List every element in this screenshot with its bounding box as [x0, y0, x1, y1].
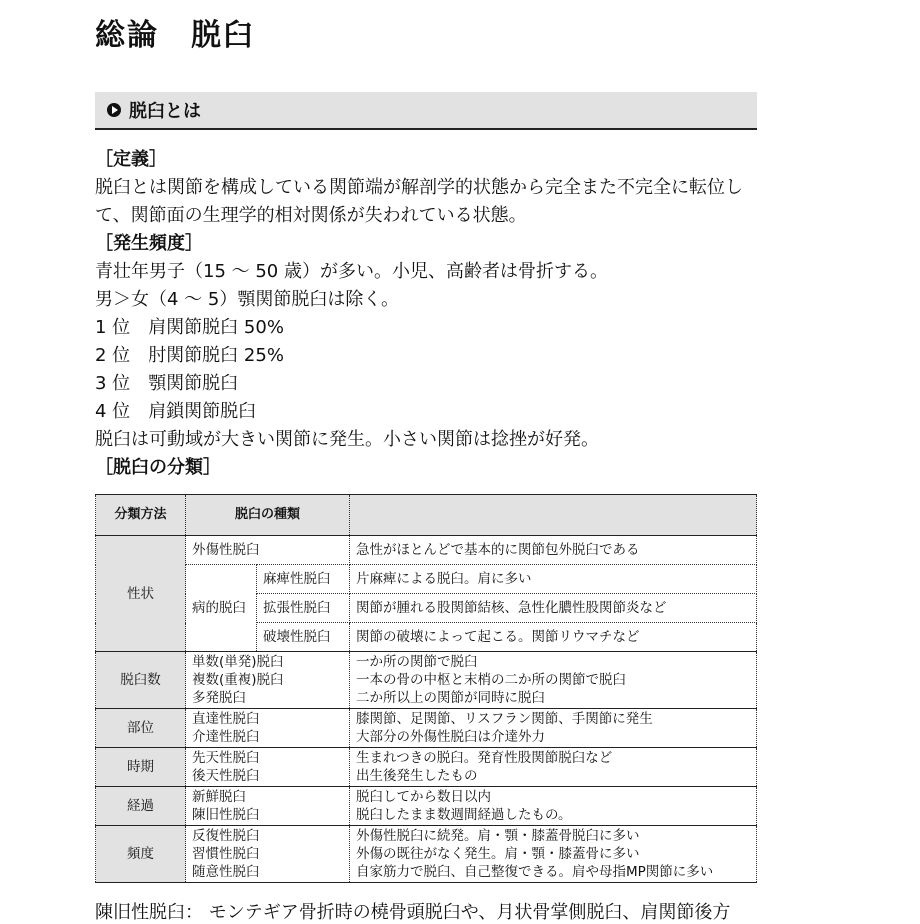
rank-item-3 [95, 370, 765, 398]
rank-name: 肘関節脱臼 25% [148, 345, 284, 366]
type-line: 反復性脱臼 [192, 828, 260, 844]
section-title: 脱臼とは [129, 101, 201, 122]
type-line: 先天性脱臼 [192, 750, 260, 766]
rank-number: 3 位 [95, 373, 131, 394]
table-row [96, 748, 757, 787]
rank-name: 顎関節脱臼 [148, 373, 239, 394]
type-line: 後天性脱臼 [192, 768, 260, 784]
rank-name: 肩鎖関節脱臼 [148, 401, 257, 422]
definition-heading: ［定義］ [95, 149, 167, 170]
description-cell [350, 826, 757, 883]
description-cell [350, 748, 757, 787]
table-row [96, 536, 757, 565]
header-description [350, 495, 757, 536]
description-line: 外傷の既往がなく発生。肩・顎・膝蓋骨に多い [356, 846, 640, 862]
body-text [95, 146, 765, 482]
table-row [96, 826, 757, 883]
description-cell [350, 787, 757, 826]
method-cell: 脱臼数 [96, 652, 186, 709]
description-line: 膝関節、足関節、リスフラン関節、手関節に発生 [356, 711, 653, 727]
section-header [95, 92, 757, 130]
type-cell [186, 826, 350, 883]
method-cell: 部位 [96, 709, 186, 748]
description-line: 二か所以上の関節が同時に脱臼 [356, 690, 545, 706]
classification-heading: ［脱臼の分類］ [95, 457, 221, 478]
frequency-note: 脱臼は可動域が大きい関節に発生。小さい関節は捻挫が好発。 [95, 429, 599, 450]
table-row [96, 787, 757, 826]
subtype-cell: 麻痺性脱臼 [257, 565, 350, 594]
definition-line-1: 脱臼とは関節を構成している関節端が解剖学的状態から完全また不完全に転位し [95, 177, 743, 198]
type-line: 陳旧性脱臼 [192, 807, 260, 823]
description-cell: 片麻痺による脱臼。肩に多い [350, 565, 757, 594]
frequency-heading: ［発生頻度］ [95, 233, 203, 254]
description-line: 出生後発生したもの [356, 768, 478, 784]
description-cell: 関節が腫れる股関節結核、急性化膿性股関節炎など [350, 594, 757, 623]
rank-item-2 [95, 342, 765, 370]
description-line: 大部分の外傷性脱臼は介達外力 [356, 729, 545, 745]
type-cell [186, 652, 350, 709]
type-cell: 病的脱臼 [186, 565, 257, 652]
rank-number: 4 位 [95, 401, 131, 422]
type-cell [186, 709, 350, 748]
rank-name: 肩関節脱臼 50% [148, 317, 284, 338]
header-method: 分類方法 [96, 495, 186, 536]
rank-item-1 [95, 314, 765, 342]
description-line: 一本の骨の中枢と末梢の二か所の関節で脱臼 [356, 672, 626, 688]
description-cell: 関節の破壊によって起こる。関節リウマチなど [350, 623, 757, 652]
description-line: 生まれつきの脱臼。発育性股関節脱臼など [356, 750, 613, 766]
page-title: 総論 脱臼 [95, 18, 255, 53]
type-line: 単数(単発)脱臼 [192, 654, 284, 670]
description-line: 脱臼したまま数週間経過したもの。 [356, 807, 572, 823]
method-cell: 頻度 [96, 826, 186, 883]
table-header-row [96, 495, 757, 536]
method-cell: 時期 [96, 748, 186, 787]
subtype-cell: 拡張性脱臼 [257, 594, 350, 623]
description-line: 脱臼してから数日以内 [356, 789, 491, 805]
description-cell: 急性がほとんどで基本的に関節包外脱臼である [350, 536, 757, 565]
type-line: 多発脱臼 [192, 690, 246, 706]
definition-line-2: て、関節面の生理学的相対関係が失われている状態。 [95, 205, 527, 226]
rank-item-4 [95, 398, 765, 426]
type-line: 習慣性脱臼 [192, 846, 260, 862]
frequency-line-1: 青壮年男子（15 ～ 50 歳）が多い。小児、高齢者は骨折する。 [95, 261, 608, 282]
description-line: 一か所の関節で脱臼 [356, 654, 478, 670]
description-cell [350, 652, 757, 709]
table-row [96, 652, 757, 709]
type-cell: 外傷性脱臼 [186, 536, 350, 565]
description-line: 外傷性脱臼に続発。肩・顎・膝蓋骨脱臼に多い [356, 828, 640, 844]
subtype-cell: 破壊性脱臼 [257, 623, 350, 652]
bottom-text-line: 陳旧性脱臼： モンテギア骨折時の橈骨頭脱臼や、月状骨掌側脱臼、肩関節後方 [95, 902, 731, 923]
type-cell [186, 748, 350, 787]
type-line: 介達性脱臼 [192, 729, 260, 745]
rank-number: 2 位 [95, 345, 131, 366]
type-line: 複数(重複)脱臼 [192, 672, 284, 688]
classification-table [95, 494, 757, 883]
type-line: 新鮮脱臼 [192, 789, 246, 805]
type-line: 直達性脱臼 [192, 711, 260, 727]
play-circle-icon [107, 103, 121, 117]
table-row [96, 709, 757, 748]
table-row [96, 565, 757, 594]
description-line: 自家筋力で脱臼、自己整復できる。肩や母指MP関節に多い [356, 864, 714, 880]
type-cell [186, 787, 350, 826]
description-cell [350, 709, 757, 748]
frequency-line-2: 男＞女（4 ～ 5）顎関節脱臼は除く。 [95, 289, 399, 310]
header-type: 脱臼の種類 [186, 495, 350, 536]
method-cell: 経過 [96, 787, 186, 826]
type-line: 随意性脱臼 [192, 864, 260, 880]
method-cell: 性状 [96, 536, 186, 652]
rank-number: 1 位 [95, 317, 131, 338]
